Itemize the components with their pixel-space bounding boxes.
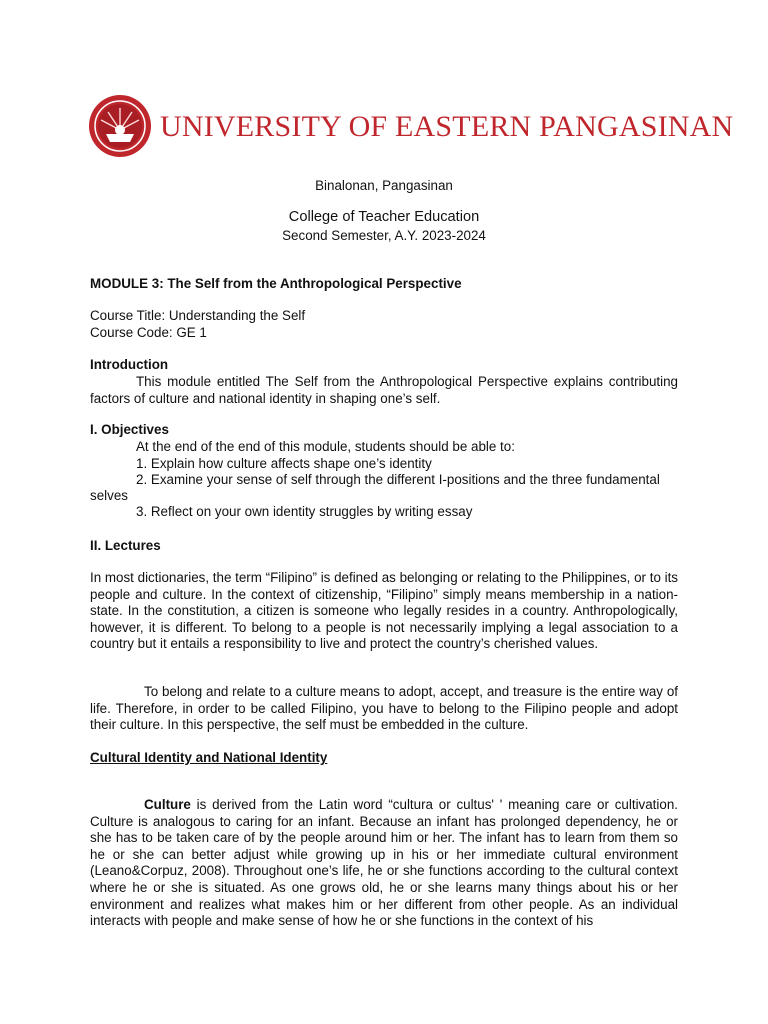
- culture-term: Culture: [144, 797, 191, 812]
- university-seal-icon: [88, 94, 152, 158]
- college-name: College of Teacher Education: [288, 209, 480, 225]
- objective-item: 1. Explain how culture affects shape one’s identity: [136, 456, 432, 471]
- module-title: MODULE 3: The Self from the Anthropological Perspective: [90, 276, 462, 291]
- objectives-lead: At the end of the end of this module, students should be able to:: [136, 439, 515, 454]
- university-name: UNIVERSITY OF EASTERN PANGASINAN: [160, 110, 734, 143]
- campus-location: Binalonan, Pangasinan: [315, 178, 453, 193]
- introduction-text: This module entitled The Self from the Anthropological Perspective explains contributing factors of culture and national identity in shaping one’s self.: [90, 374, 678, 406]
- objective-item: 3. Reflect on your own identity struggles by writing essay: [136, 504, 473, 519]
- semester-line: Second Semester, A.Y. 2023-2024: [282, 228, 486, 243]
- culture-paragraph: [90, 797, 678, 930]
- objectives-heading: I. Objectives: [90, 422, 169, 437]
- objective-item-continuation: selves: [90, 488, 128, 503]
- lecture-paragraph: In most dictionaries, the term “Filipino” is defined as belonging or relating to the Philippines, or to its people and culture. In the context of citizenship, “Filipino” simply means membership in a nation-state. In the constitution, a citizen is someone who legally resides in a country. Anthropologically, however, it is different. To belong to a people is not necessarily implying a legal association to a country but it entails a responsibility to live and protect the country’s cherished values.: [90, 570, 678, 652]
- culture-paragraph-text: is derived from the Latin word “cultura or cultus' ' meaning care or cultivation. Culture is analogous to caring for an infant. Because an infant has prolonged dependency, he or she has to be taken care of by the people around him or her. The infant has to learn from them so he or she can better adjust while growing up in his or her immediate cultural environment (Leano&Corpuz, 2008). Throughout one’s life, he or she functions according to the cultural context where he or she is situated. As one grows old, he or she learns many things about his or her environment and realizes what makes him or her different from other people. As an individual interacts with people and make sense of how he or she functions in the context of his: [90, 797, 678, 929]
- objective-item: 2. Examine your sense of self through the different I-positions and the three fundamental: [136, 472, 660, 487]
- cultural-identity-subheading: Cultural Identity and National Identity: [90, 750, 328, 765]
- university-header: [88, 92, 734, 162]
- course-title: Course Title: Understanding the Self: [90, 308, 306, 323]
- lectures-heading: II. Lectures: [90, 538, 161, 553]
- course-code: Course Code: GE 1: [90, 325, 207, 340]
- introduction-heading: Introduction: [90, 357, 169, 372]
- lecture-paragraph: To belong and relate to a culture means to adopt, accept, and treasure is the entire way of life. Therefore, in order to be called Filipino, you have to belong to the Filipino people and adopt their culture. In this perspective, the self must be embedded in the culture.: [90, 684, 678, 733]
